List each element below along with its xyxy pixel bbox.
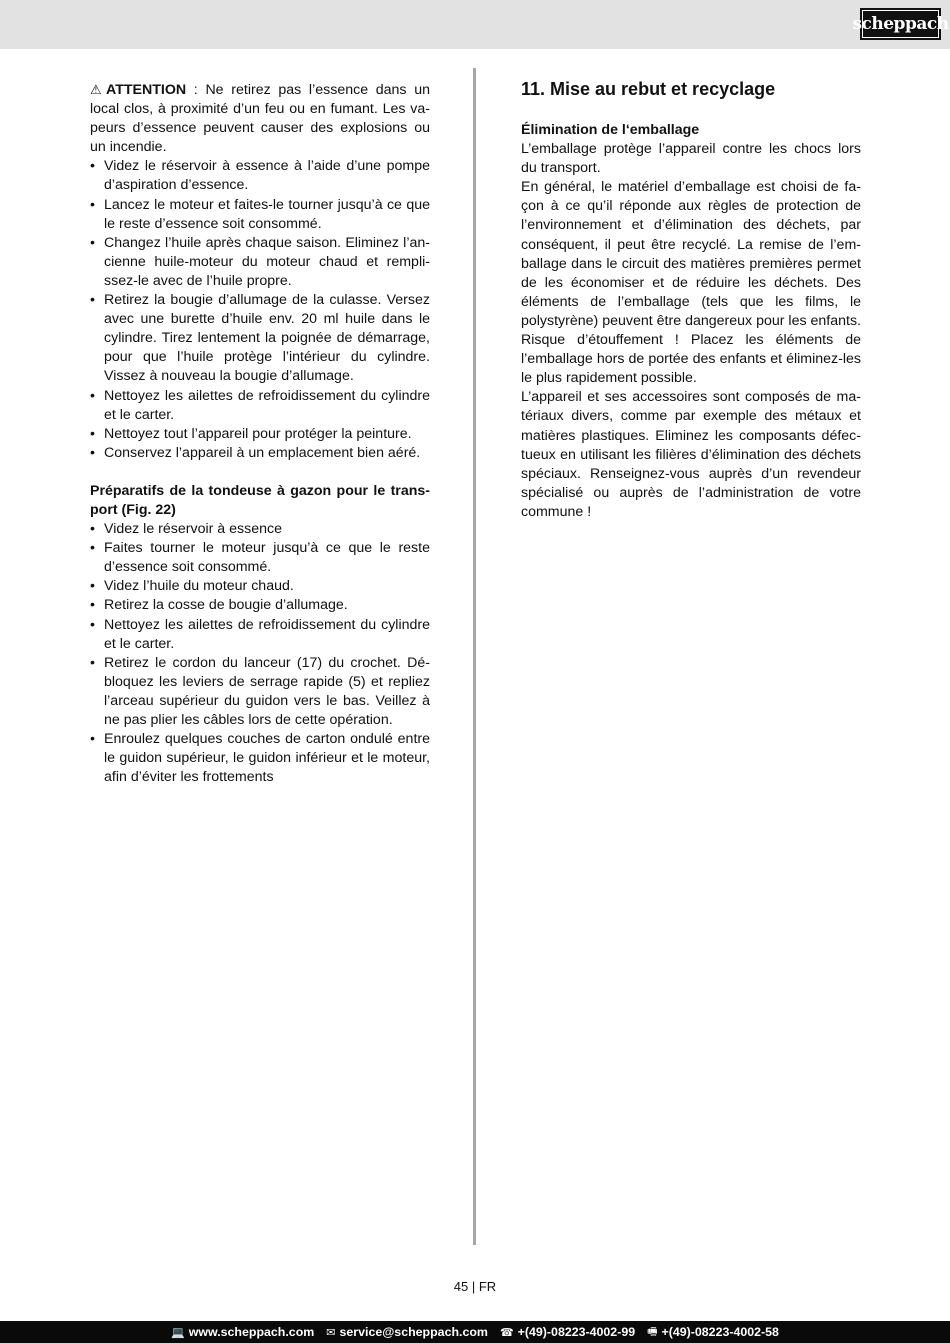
list-item: • Nettoyez les ailettes de refroidissement du cylindre et le carter. <box>90 616 430 654</box>
paragraph: L’emballage protège l’appareil contre les chocs lors du transport. <box>521 141 861 177</box>
page-number: 45 | FR <box>453 1279 497 1294</box>
list-item: • Nettoyez les ailettes de refroidissement du cylindre et le carter. <box>90 387 430 425</box>
list-item: • Changez l’huile après chaque saison. Eliminez l’ancienne huile-moteur du moteur chaud et remplissez-le avec de l’huile propre. <box>90 234 430 291</box>
warning-label: ATTENTION <box>106 82 187 98</box>
list-item: • Nettoyez tout l’appareil pour protéger la peinture. <box>90 425 430 444</box>
header-bar <box>0 0 950 49</box>
phone-number: +(49)-08223-4002-99 <box>517 1325 636 1339</box>
fax-icon: 🖷 <box>647 1325 658 1338</box>
fax-number: +(49)-08223-4002-58 <box>661 1325 779 1339</box>
list-item: • Retirez la cosse de bougie d’allumage. <box>90 596 430 615</box>
transport-steps-list <box>90 520 430 787</box>
left-column <box>90 80 430 787</box>
list-item: • Videz le réservoir à essence à l’aide d’une pompe d’aspiration d’essence. <box>90 157 430 195</box>
list-item: • Conservez l’appareil à un emplacement bien aéré. <box>90 444 430 463</box>
subheading: Élimination de l‘emballage <box>521 122 700 138</box>
website-link[interactable]: www.scheppach.com <box>188 1325 315 1339</box>
brand-logo: scheppach <box>860 8 941 40</box>
footer-bar <box>0 1321 950 1343</box>
paragraph: L’appareil et ses accessoires sont composés de matériaux divers, comme par exemple des métaux et matières plastiques. Eliminez les composants défectueux en utilisant les filières d’élimination des déchets spéciaux. Renseignez-vous auprès d’un revendeur spécialisé ou auprès de l’administration de votre commune ! <box>521 389 861 520</box>
computer-icon: 💻 <box>171 1326 185 1339</box>
warning-paragraph <box>90 80 430 157</box>
list-item: • Enroulez quelques couches de carton ondulé entre le guidon supérieur, le guidon inférieur et le moteur, afin d’éviter les frottements <box>90 730 430 787</box>
storage-steps-list <box>90 157 430 463</box>
paragraph: En général, le matériel d’emballage est choisi de façon à ce qu’il réponde aux règles de protection de l’environnement et d’élimination des déchets, par conséquent, il peut être recyclé. La remise de l’emballage dans le circuit des matières premières permet de les économiser et de réduire les déchets. Des éléments de l’emballage (tels que les films, le polystyrène) peuvent être dangereux pour les enfants. Risque d’étouffement ! Placez les éléments de l’emballage hors de portée des enfants et éliminez-les le plus rapidement possible. <box>521 179 861 387</box>
list-item: • Retirez la bougie d’allumage de la culasse. Versez avec une burette d’huile env. 20 ml huile dans le cylindre. Tirez lentement la poignée de démarrage, pour que l’huile protège l’intérieur du cylindre. Vissez à nouveau la bougie d’allumage. <box>90 291 430 386</box>
list-item: • Faites tourner le moteur jusqu’à ce que le reste d’essence soit consommé. <box>90 539 430 577</box>
warning-icon: ⚠ <box>90 82 102 97</box>
phone-icon: ☎ <box>499 1326 514 1339</box>
list-item: • Lancez le moteur et faites-le tourner jusqu’à ce que le reste d’essence soit consommé. <box>90 196 430 234</box>
section-heading: 11. Mise au rebut et recyclage <box>521 79 776 99</box>
right-column <box>521 80 861 522</box>
transport-section-title: Préparatifs de la tondeuse à gazon pour le transport (Fig. 22) <box>90 482 430 518</box>
list-item: • Retirez le cordon du lanceur (17) du crochet. Débloquez les leviers de serrage rapide (5) et repliez l’arceau supérieur du guidon vers le bas. Veillez à ne pas plier les câbles lors de cette opération. <box>90 654 430 730</box>
list-item: • Videz le réservoir à essence <box>90 520 430 539</box>
email-icon: ✉ <box>326 1326 336 1339</box>
warning-text: : Ne retirez pas l’essence dans un local clos, à proximité d’un feu ou en fumant. Les vapeurs d’essence peuvent causer des explosions ou un incendie. <box>90 82 430 156</box>
column-divider <box>473 68 476 1245</box>
email-link[interactable]: service@scheppach.com <box>339 1325 488 1339</box>
list-item: • Videz l’huile du moteur chaud. <box>90 577 430 596</box>
